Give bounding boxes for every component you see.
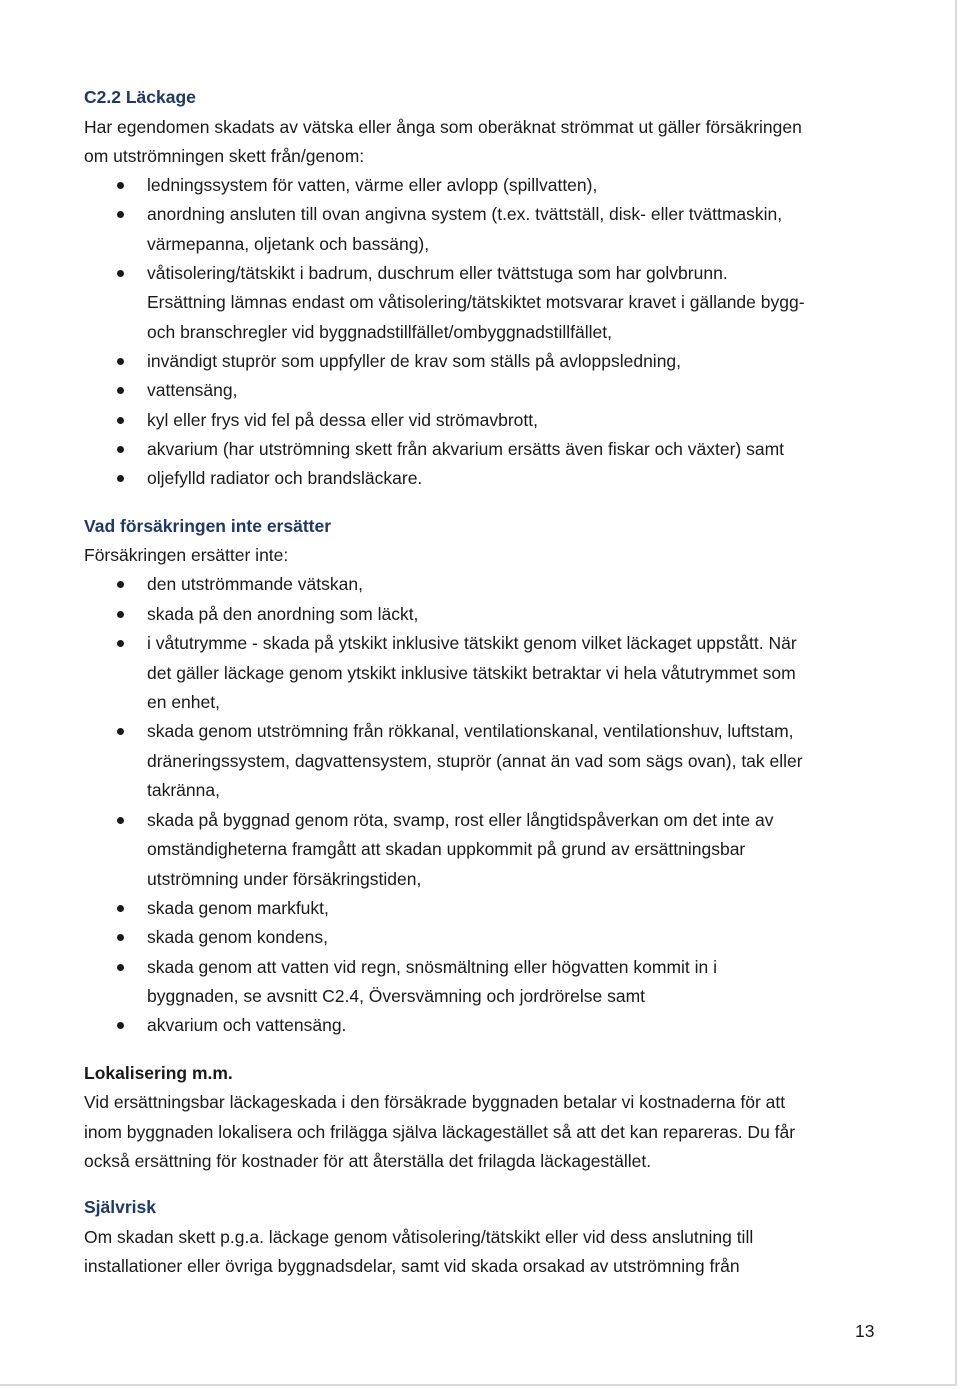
paragraph-line: inom byggnaden lokalisera och frilägga själva läckagestället så att det kan repareras. Du får [84, 1122, 796, 1142]
bullet-icon [117, 581, 124, 588]
list-item: anordning ansluten till ovan angivna system (t.ex. tvättställ, disk- eller tvättmaskin, [147, 204, 783, 224]
list-item: kyl eller frys vid fel på dessa eller vid strömavbrott, [147, 410, 538, 430]
list-item: vattensäng, [147, 380, 238, 400]
bullet-icon [117, 640, 124, 647]
list-item-continuation: omständigheterna framgått att skadan uppkommit på grund av ersättningsbar [147, 839, 746, 859]
paragraph-line: Om skadan skett p.g.a. läckage genom våtisolering/tätskikt eller vid dess anslutning till [84, 1227, 754, 1247]
list-item-continuation: dräneringssystem, dagvattensystem, stuprör (annat än vad som sägs ovan), tak eller [147, 751, 803, 771]
bullet-icon [117, 611, 124, 618]
list-item: akvarium (har utströmning skett från akvarium ersätts även fiskar och växter) samt [147, 439, 785, 459]
bullet-icon [117, 270, 124, 277]
section-heading-deductible: Självrisk [84, 1197, 156, 1217]
list-item-continuation: värmepanna, oljetank och bassäng), [147, 234, 430, 254]
section-heading-localization: Lokalisering m.m. [84, 1063, 233, 1083]
intro-line: Försäkringen ersätter inte: [84, 545, 289, 565]
list-item: oljefylld radiator och brandsläckare. [147, 468, 423, 488]
bullet-icon [117, 182, 124, 189]
bullet-icon [117, 905, 124, 912]
bullet-icon [117, 934, 124, 941]
bullet-icon [117, 417, 124, 424]
list-item: skada på den anordning som läckt, [147, 604, 419, 624]
list-item: skada genom markfukt, [147, 898, 329, 918]
list-item: våtisolering/tätskikt i badrum, duschrum eller tvättstuga som har golvbrunn. [147, 263, 728, 283]
list-item-continuation: byggnaden, se avsnitt C2.4, Översvämning och jordrörelse samt [147, 986, 646, 1006]
bullet-icon [117, 817, 124, 824]
list-item: skada genom att vatten vid regn, snösmältning eller högvatten kommit in i [147, 957, 718, 977]
bullet-icon [117, 358, 124, 365]
list-item: skada genom utströmning från rökkanal, ventilationskanal, ventilationshuv, luftstam, [147, 721, 794, 741]
bullet-icon [117, 1022, 124, 1029]
bullet-icon [117, 728, 124, 735]
bullet-icon [117, 387, 124, 394]
list-item: invändigt stuprör som uppfyller de krav som ställs på avloppsledning, [147, 351, 682, 371]
section-heading-exclusions: Vad försäkringen inte ersätter [84, 516, 332, 536]
intro-line: om utströmningen skett från/genom: [84, 146, 365, 166]
intro-line: Har egendomen skadats av vätska eller ånga som oberäknat strömmat ut gäller försäkringen [84, 117, 802, 137]
list-item: den utströmmande vätskan, [147, 574, 363, 594]
list-item-continuation: utströmning under försäkringstiden, [147, 869, 422, 889]
list-item-continuation: Ersättning lämnas endast om våtisolering/tätskiktet motsvarar kravet i gällande bygg- [147, 292, 805, 312]
paragraph-line: installationer eller övriga byggnadsdelar, samt vid skada orsakad av utströmning från [84, 1256, 740, 1276]
list-item: akvarium och vattensäng. [147, 1015, 347, 1035]
list-item-continuation: en enhet, [147, 692, 220, 712]
list-item-continuation: det gäller läckage genom ytskikt inklusive tätskikt betraktar vi hela våtutrymmet som [147, 663, 796, 683]
list-item: ledningssystem för vatten, värme eller avlopp (spillvatten), [147, 175, 598, 195]
paragraph-line: också ersättning för kostnader för att återställa det frilagda läckagestället. [84, 1151, 652, 1171]
bullet-icon [117, 211, 124, 218]
list-item: skada på byggnad genom röta, svamp, rost eller långtidspåverkan om det inte av [147, 810, 774, 830]
section-heading-lackage: C2.2 Läckage [84, 87, 196, 107]
bullet-icon [117, 964, 124, 971]
list-item: i våtutrymme - skada på ytskikt inklusive tätskikt genom vilket läckaget uppstått. När [147, 633, 797, 653]
list-item-continuation: takränna, [147, 780, 220, 800]
page-number: 13 [855, 1321, 875, 1341]
list-item-continuation: och branschregler vid byggnadstillfället/ombyggnadstillfället, [147, 322, 612, 342]
paragraph-line: Vid ersättningsbar läckageskada i den försäkrade byggnaden betalar vi kostnaderna för att [84, 1092, 786, 1112]
bullet-icon [117, 446, 124, 453]
list-item: skada genom kondens, [147, 927, 328, 947]
bullet-icon [117, 475, 124, 482]
